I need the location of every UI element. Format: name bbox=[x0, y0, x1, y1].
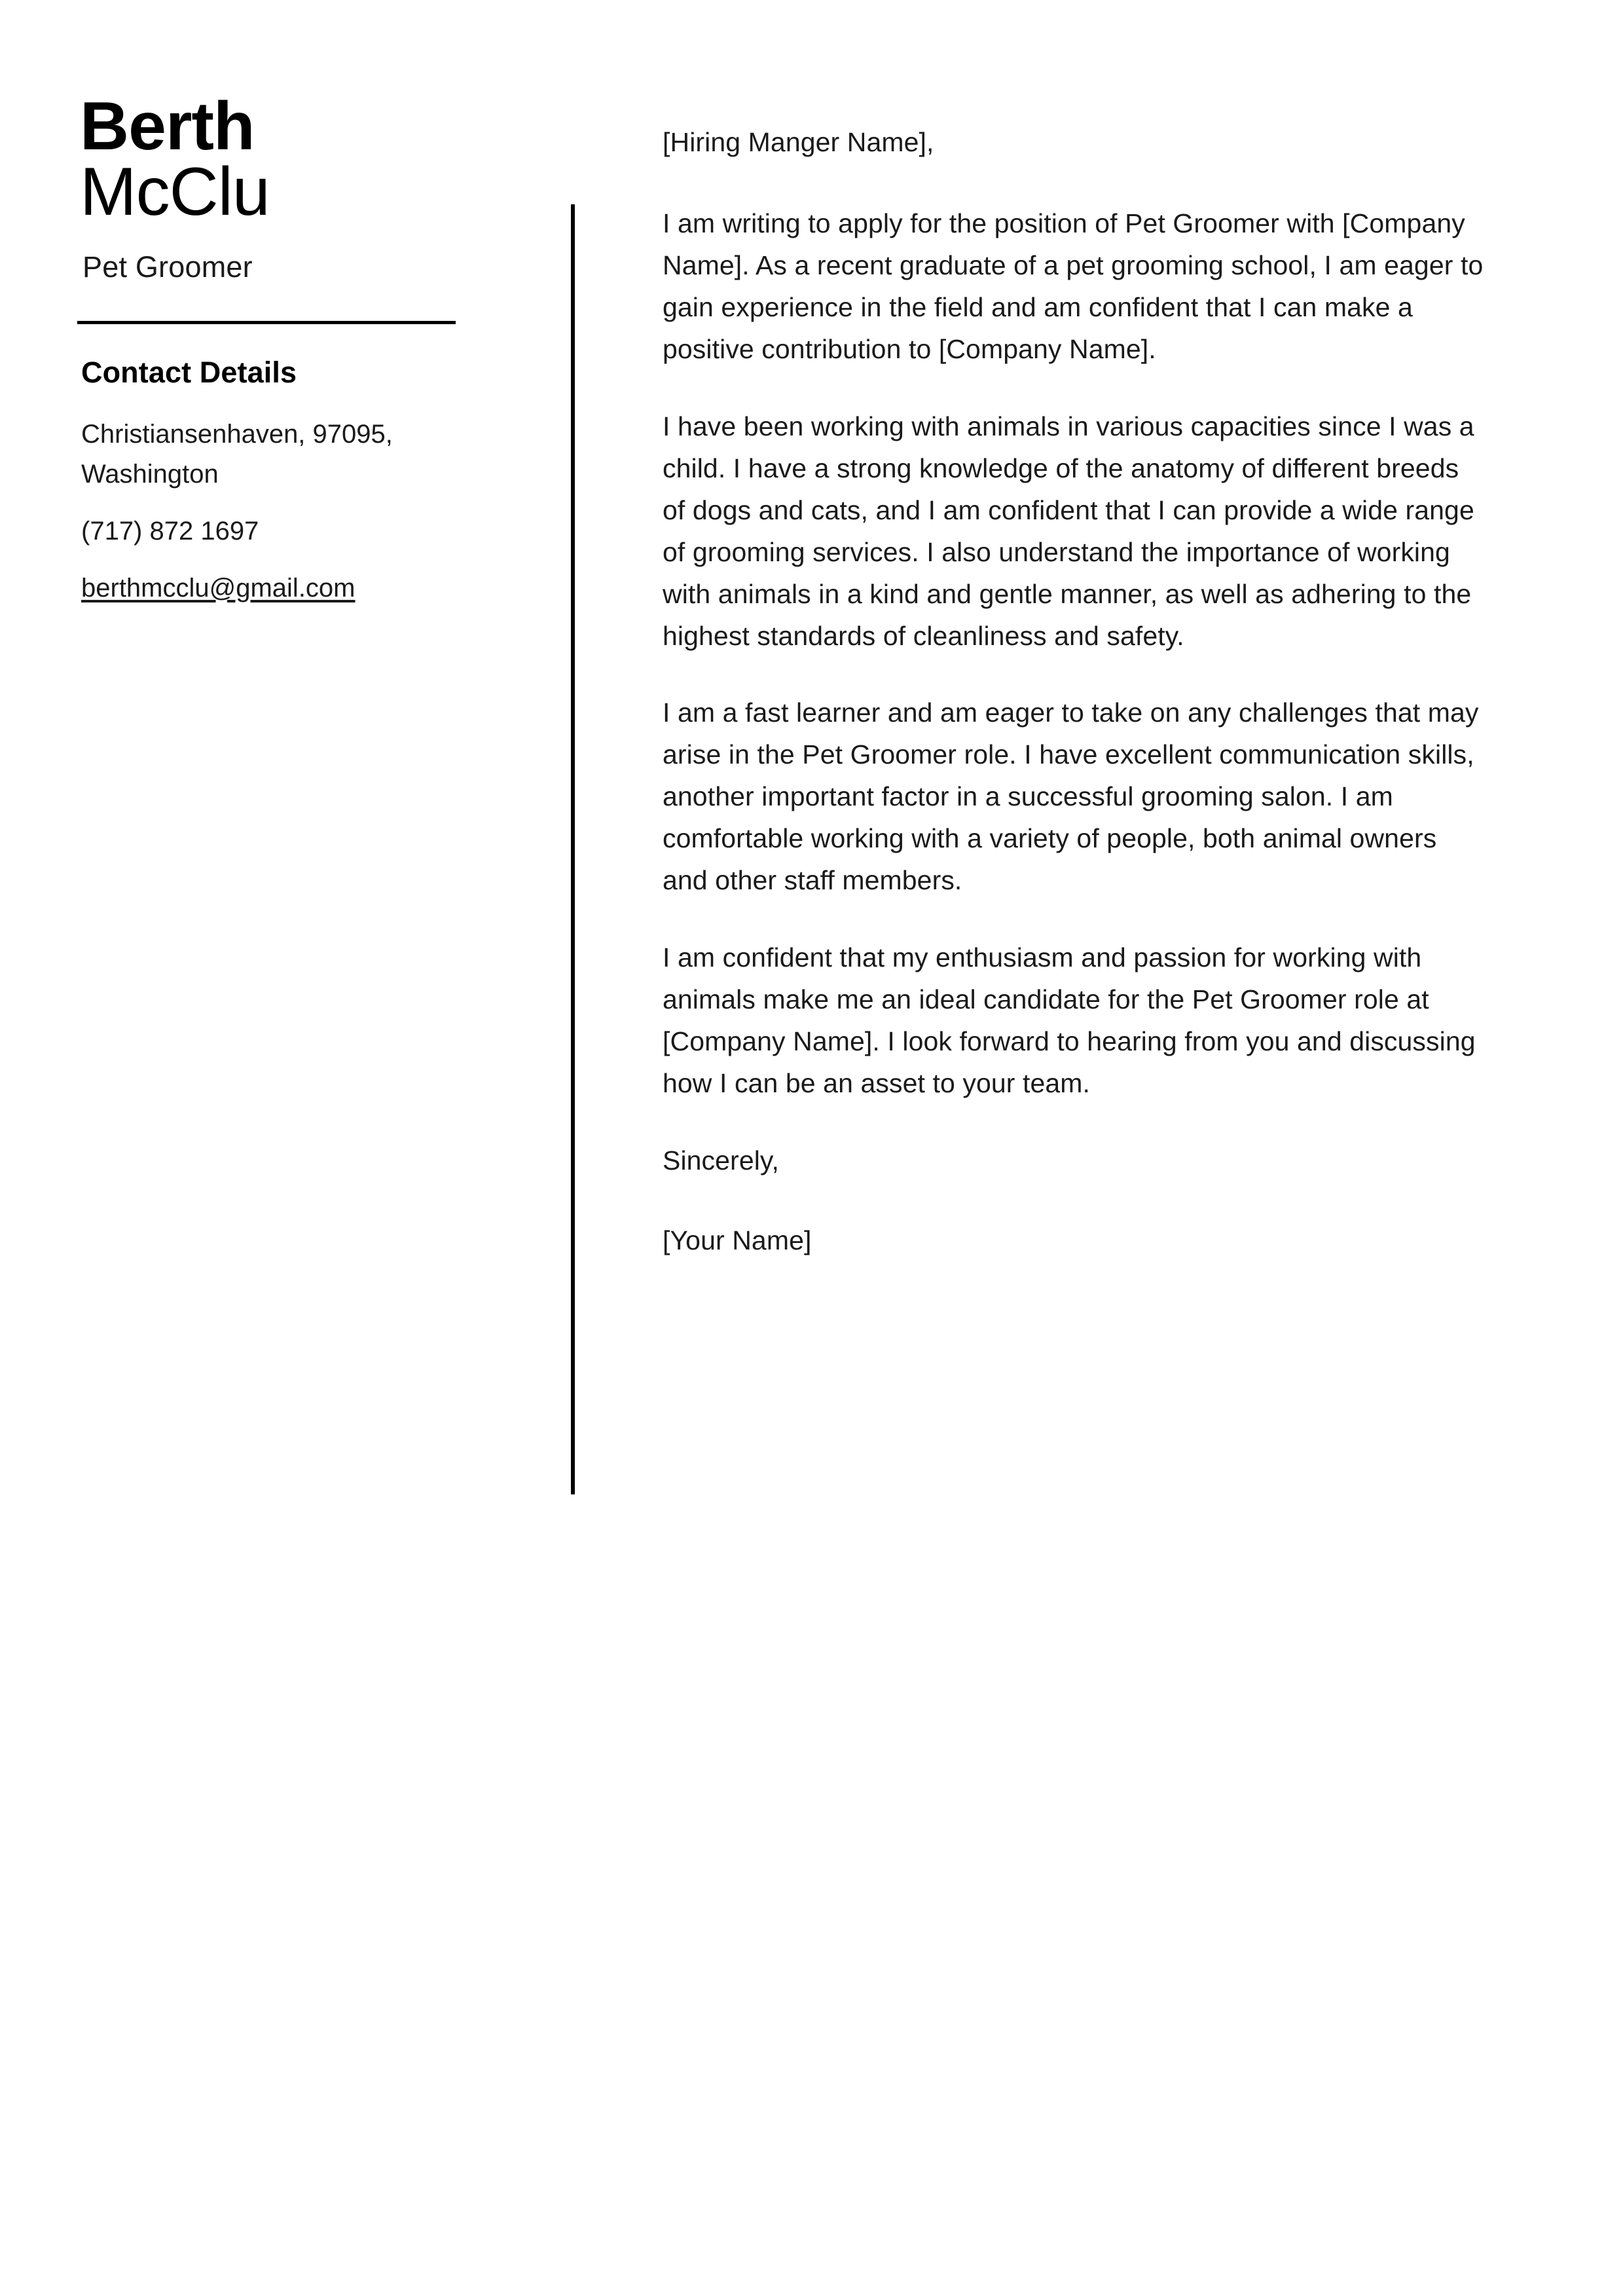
name-first: Berth bbox=[80, 88, 255, 164]
horizontal-divider bbox=[77, 321, 456, 324]
vertical-divider bbox=[571, 204, 575, 1494]
contact-email-link[interactable]: berthmcclu@gmail.com bbox=[81, 573, 356, 602]
applicant-name bbox=[77, 88, 470, 231]
contact-phone: (717) 872 1697 bbox=[81, 516, 259, 546]
sidebar bbox=[77, 88, 470, 625]
name-last: McClu bbox=[80, 154, 270, 231]
contact-details-heading: Contact Details bbox=[81, 356, 297, 390]
contact-details-list bbox=[81, 415, 470, 625]
letter-paragraph-4: I am confident that my enthusiasm and passion for working with animals make me an ideal candidate for the Pet Groomer role at [Company Name]. I look forward to hearing from you and discussing how I can be an asset to your team. bbox=[663, 942, 1476, 1099]
contact-address: Christiansenhaven, 97095, Washington bbox=[81, 420, 393, 489]
letter-signature: [Your Name] bbox=[663, 1225, 812, 1256]
letter-paragraph-2: I have been working with animals in various capacities since I was a child. I have a strong knowledge of the anatomy of different breeds of dogs and cats, and I am confident that I can provide a wide range of grooming services. I also understand the importance of working with animals in a kind and gentle manner, as well as adhering to the highest standards of cleanliness and safety. bbox=[663, 411, 1474, 651]
letter-salutation: [Hiring Manger Name], bbox=[663, 127, 934, 157]
letter-closing: Sincerely, bbox=[663, 1145, 779, 1176]
letter-paragraph-1: I am writing to apply for the position of Pet Groomer with [Company Name]. As a recent graduate of a pet grooming school, I am eager to gain experience in the field and am confident that I can make a positive contribution to [Company Name]. bbox=[663, 208, 1484, 364]
job-title: Pet Groomer bbox=[82, 250, 253, 284]
letter-body bbox=[663, 122, 1489, 1262]
letter-paragraph-3: I am a fast learner and am eager to take on any challenges that may arise in the Pet Groomer role. I have excellent communication skills, another important factor in a successful grooming salon. I am comfortable working with a variety of people, both animal owners and other staff members. bbox=[663, 697, 1479, 896]
